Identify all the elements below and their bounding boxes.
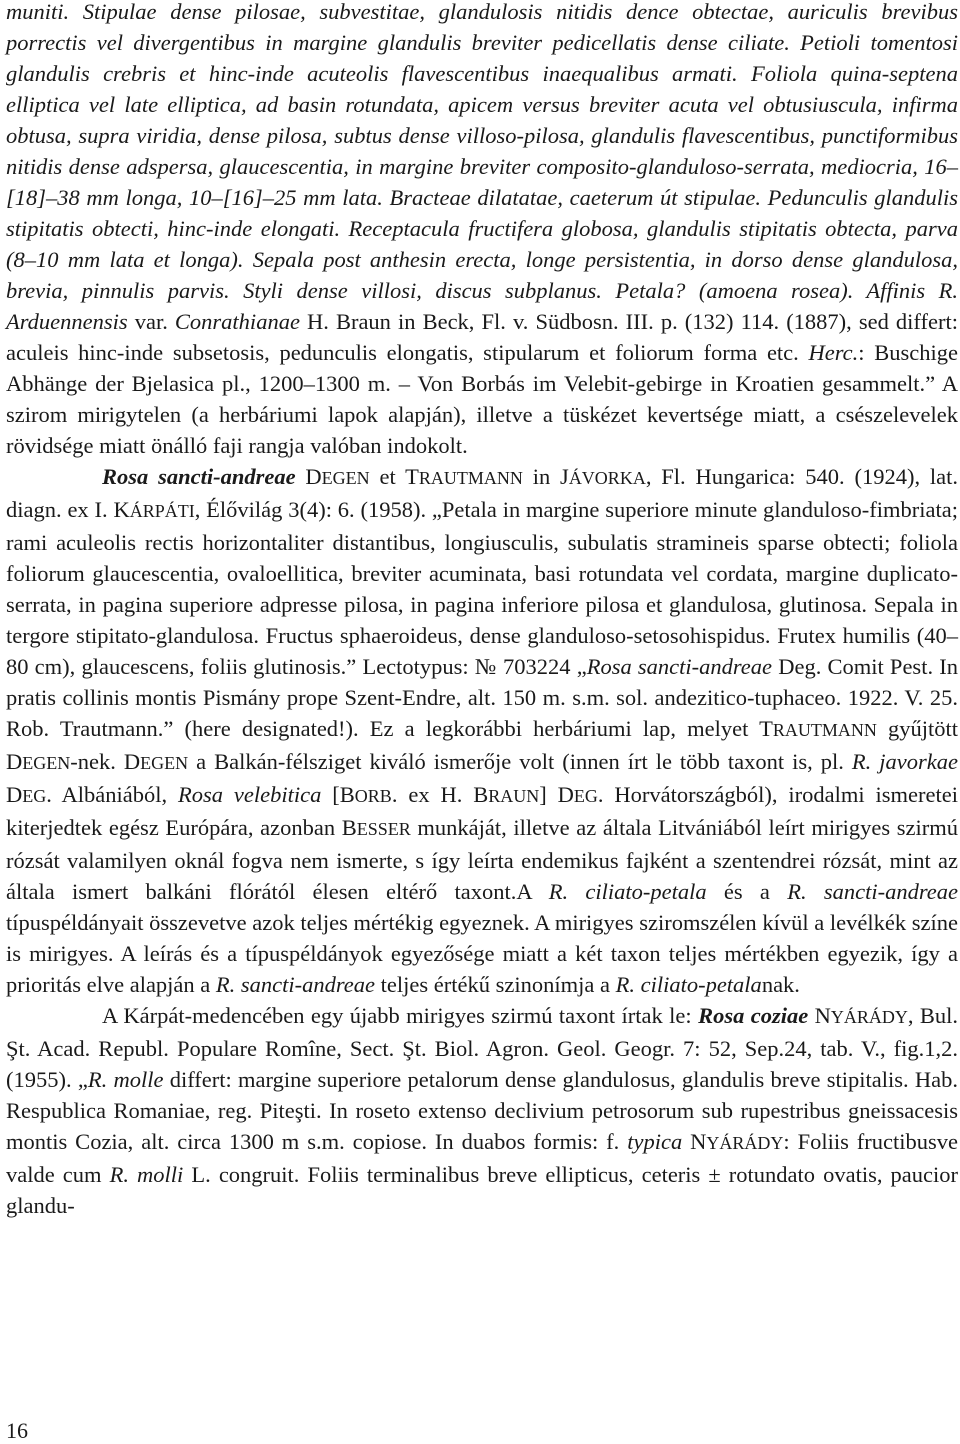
text-run: -nek. D xyxy=(70,749,141,774)
text-run: H. Braun in Beck, Fl. v. Südbosn. III. p. (132) 114. (1887), sed differt: aculeis hinc-inde subsetosis, pedunculis elongatis, stipularum et foliorum forma etc. xyxy=(6,309,958,365)
text-run: Herc. xyxy=(808,340,859,365)
text-run: ÁRPÁTI xyxy=(129,501,195,521)
text-run: EG xyxy=(22,786,47,806)
text-run: ] D xyxy=(539,782,574,807)
page-number: 16 xyxy=(6,1418,28,1443)
text-run: D xyxy=(6,782,23,807)
text-run: YÁRÁDY xyxy=(706,1133,784,1153)
text-run: ESSER xyxy=(356,819,411,839)
text-run: in J xyxy=(522,464,569,489)
body-text xyxy=(6,0,958,1221)
text-run: R. ciliato-petala xyxy=(615,972,762,997)
text-run: R. molle xyxy=(87,1067,164,1092)
text-run: et T xyxy=(369,464,419,489)
text-run: R. javorkae xyxy=(851,749,959,774)
text-run: N xyxy=(808,1003,831,1028)
text-run: : Buschige Abhänge der Bjelasica pl., 1200–1300 m. – Von Borbás im Velebit-gebirge in Kroatien gesammelt.” A szirom mirigytelen (a herbáriumi lapok alapján), illetve a tüskézet kevertsége miatt, a csészelevelek rövidsége miatt önálló faji rangja valóban indokolt. xyxy=(6,340,958,458)
text-run: . Albániából, xyxy=(46,782,179,807)
text-run: Deg. Comit Pest. In pratis collinis montis Pismány prope Szent-Endre, alt. 150 m. s.m. sol. andezitico-tuphaceo. 1922. V. 25. Rob. Trautmann.” (here designated!). Ez a legkorábbi herbáriumi lap, melyet T xyxy=(6,654,958,741)
text-run: . ex H. B xyxy=(391,782,489,807)
text-run: , Bul. Şt. Acad. Republ. Populare Romîne, Sect. Şt. Biol. Agron. Geol. Geogr. 7: 52, Sep.24, tab. V., fig.1,2. (1955). „ xyxy=(6,1003,959,1092)
text-run: Rosa coziae xyxy=(698,1003,809,1028)
text-run: , Élővilág 3(4): 6. (1958). „Petala in margine superiore minute glanduloso-fimbriata; rami aculeolis rectis horizontaliter distantibus, longiusculis, subulatis stramineis sparse obtecti; foliola foliorum glaucescentia, ovaloellitica, breviter acuminata, basi rotundata vel cordata, margine duplicato-serrata, in pagina superiore adpresse pilosa, in pagina inferiore pilosa et glandulosa, glutinosa. Sepala in tergore stipitato-glandulosa. Fructus sphaeroideus, dense glanduloso-setosohispidus. Frutex humilis (40–80 cm), glaucescens, foliis glutinosis.” Lectotypus: № 703224 „ xyxy=(6,497,959,679)
text-run: R. sancti-andreae xyxy=(215,972,376,997)
text-run: RAUTMANN xyxy=(772,720,877,740)
text-run: EGEN xyxy=(140,753,189,773)
text-run: R. molli xyxy=(109,1162,184,1187)
text-run: YÁRÁDY xyxy=(830,1007,908,1027)
text-run: R. sancti-andreae xyxy=(787,879,958,904)
text-run: teljes értékű szinonímja a xyxy=(375,972,616,997)
text-run: L. congruit. Foliis terminalibus breve ellipticus, ceteris ± rotundato ovatis, paucior glandu- xyxy=(6,1162,959,1218)
text-run: és a xyxy=(706,879,788,904)
paragraph-p3 xyxy=(6,1000,958,1221)
text-run: N xyxy=(682,1129,707,1154)
text-run: EGEN xyxy=(22,753,71,773)
text-run: R. ciliato-petala xyxy=(548,879,707,904)
paragraph-p1 xyxy=(6,0,958,461)
text-run: RAUTMANN xyxy=(418,468,523,488)
text-run: D xyxy=(295,464,322,489)
text-run: , Fl. Hungarica: 540. (1924), lat. diagn. ex I. K xyxy=(6,464,959,522)
text-run: : Foliis fructibusve valde cum xyxy=(6,1129,958,1187)
text-run: Rosa sancti-andreae xyxy=(102,464,296,489)
text-run: ÁVORKA xyxy=(568,468,646,488)
text-run: differt: margine superiore petalorum dense glandulosus, glandulis breve stipitalis. Hab. Respublica Romaniae, reg. Piteşti. In roseto extenso declivium petrosorum sub rupestribus gneissacesis montis Cozia, alt. circa 1300 m s.m. copiose. In duabos formis: f. xyxy=(6,1067,958,1154)
text-run: gyűjtött D xyxy=(6,716,958,774)
text-run: a Balkán-félsziget kiváló ismerője volt (innen írt le több taxont is, pl. xyxy=(188,749,852,774)
text-run: [B xyxy=(321,782,355,807)
paragraph-p2 xyxy=(6,461,958,1000)
text-run: ORB xyxy=(354,786,392,806)
text-run: EG xyxy=(573,786,598,806)
text-run: muniti. Stipulae dense pilosae, subvestitae, glandulosis nitidis dence obtectae, auriculis brevibus porrectis vel divergentibus in margine glandulis breviter pedicellatis dense ciliate. Petioli tomentosi glandulis crebris et hinc-inde acuteolis flavescentibus inaequalibus armati. Foliola quina-septena elliptica vel late elliptica, ad basin rotundata, apicem versus breviter acuta vel obtusiuscula, infirma obtusa, supra viridia, dense pilosa, subtus dense villoso-pilosa, glandulis flavescentibus, punctiformibus nitidis dense adspersa, glaucescentia, in margine breviter composito-glanduloso-serrata, mediocria, 16–[18]–38 mm longa, 10–[16]–25 mm lata. Bracteae dilatatae, caeterum út stipulae. Pedunculis glandulis stipitatis obtecti, hinc-inde elongati. Receptacula fructifera globosa, glandulis stipitatis obtecta, parva (8–10 mm lata et longa). Sepala post anthesin erecta, longe persistentia, in dorso dense glandulosa, brevia, pinnulis parvis. Styli dense villosi, discus subplanus. Petala? (amoena rosea). Affinis R. Arduennensis xyxy=(6,0,958,334)
text-run: RAUN xyxy=(488,786,540,806)
text-run: munkáját, illetve az általa Litvániából leírt mirigyes szirmú rózsát valamilyen oknál fogva nem ismerte, s így leírta endemikus fajként a szentendrei rózsát, mint az általa ismert balkáni flórától élesen eltérő taxont.A xyxy=(6,815,958,904)
text-run: . Horvátországból), irodalmi ismeretei kiterjedtek egész Európára, azonban B xyxy=(6,782,958,840)
text-run: A Kárpát-medencében egy újabb mirigyes szirmú taxont írtak le: xyxy=(102,1003,699,1028)
text-run: Rosa sancti-andreae xyxy=(586,654,773,679)
text-run: típuspéldányait összevetve azok teljes mértékig egyeznek. A mirigyes sziromszélen kívül a levélkék színe is mirigyes. A leírás és a típuspéldányok egyezősége miatt a két taxon teljes mértékben egyezik, így a prioritás elve alapján a xyxy=(6,910,958,997)
text-run: typica xyxy=(627,1129,683,1154)
text-run: nak. xyxy=(761,972,800,997)
text-run: Conrathianae xyxy=(174,309,300,334)
text-run: var. xyxy=(127,309,175,334)
text-run: Rosa velebitica xyxy=(178,782,322,807)
text-run: EGEN xyxy=(321,468,370,488)
